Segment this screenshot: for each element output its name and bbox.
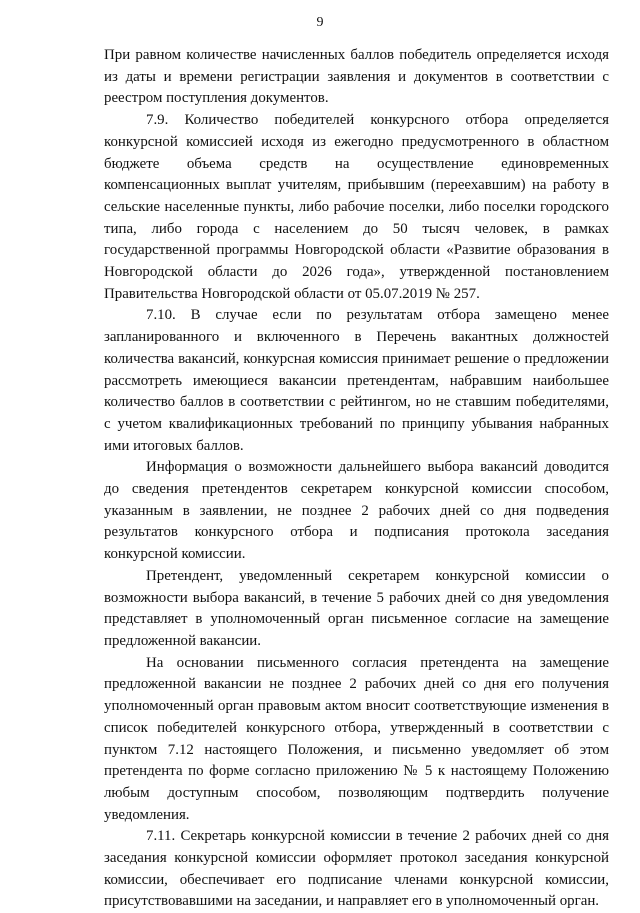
paragraph-7-9: 7.9. Количество победителей конкурсного отбора определяется конкурсной комиссией исходя из ежегодно предусмотренного в областном бюджете объема средств на осуществление единовременных компенсационных выплат учителям, прибывшим (переехавшим) на работу в сельские населенные пункты, либо рабочие поселки, либо поселки городского типа, либо города с населением до 50 тысяч человек, в рамках государственной программы Новгородской области «Развитие образования в Новгородской области до 2026 года», утвержденной постановлением Правительства Новгородской области от 05.07.2019 № 257. — [104, 112, 609, 302]
paragraph-winners-list-change: На основании письменного согласия претендента на замещение предложенной вакансии не позднее 2 рабочих дней со дня его получения уполномоченный орган правовым актом вносит соответствующие изменения в список победителей конкурсного отбора, утвержденный в соответствии с пунктом 7.12 настоящего Положения, и письменно уведомляет об этом претендента по форме согласно приложению № 5 к настоящему Положению любым доступным способом, позволяющим подтвердить получение уведомления. — [104, 654, 609, 823]
page-number: 9 — [316, 15, 324, 30]
paragraph-7-11: 7.11. Секретарь конкурсной комиссии в течение 2 рабочих дней со дня заседания конкурсной комиссии оформляет протокол заседания конкурсной комиссии, обеспечивает его подписание членами конкурсной комиссии, присутствовавшими на заседании, и направляет его в уполномоченный орган. — [104, 828, 609, 910]
paragraph-7-10: 7.10. В случае если по результатам отбора замещено менее запланированного и включенного в Перечень вакантных должностей количества вакансий, конкурсная комиссия принимает решение о предложении рассмотреть имеющиеся вакансии претендентам, набравшим наибольшее количество баллов в соответствии с рейтингом, но не ставшим победителями, с учетом квалификационных требований по принципу убывания набранных ими итоговых баллов. — [104, 307, 609, 454]
paragraph-candidate-consent: Претендент, уведомленный секретарем конкурсной комиссии о возможности выбора вакансий, в течение 5 рабочих дней со дня уведомления представляет в уполномоченный орган письменное согласие на замещение предложенной вакансии. — [104, 567, 609, 649]
paragraph-vacancy-info: Информация о возможности дальнейшего выбора вакансий доводится до сведения претендентов секретарем конкурсной комиссии способом, указанным в заявлении, не позднее 2 рабочих дней со дня подведения результатов конкурсного отбора и подписания протокола заседания конкурсной комиссии. — [104, 459, 609, 563]
document-body — [104, 45, 609, 913]
paragraph-tie-rule: При равном количестве начисленных баллов победитель определяется исходя из даты и времени регистрации заявления и документов в соответствии с реестром поступления документов. — [104, 47, 609, 107]
